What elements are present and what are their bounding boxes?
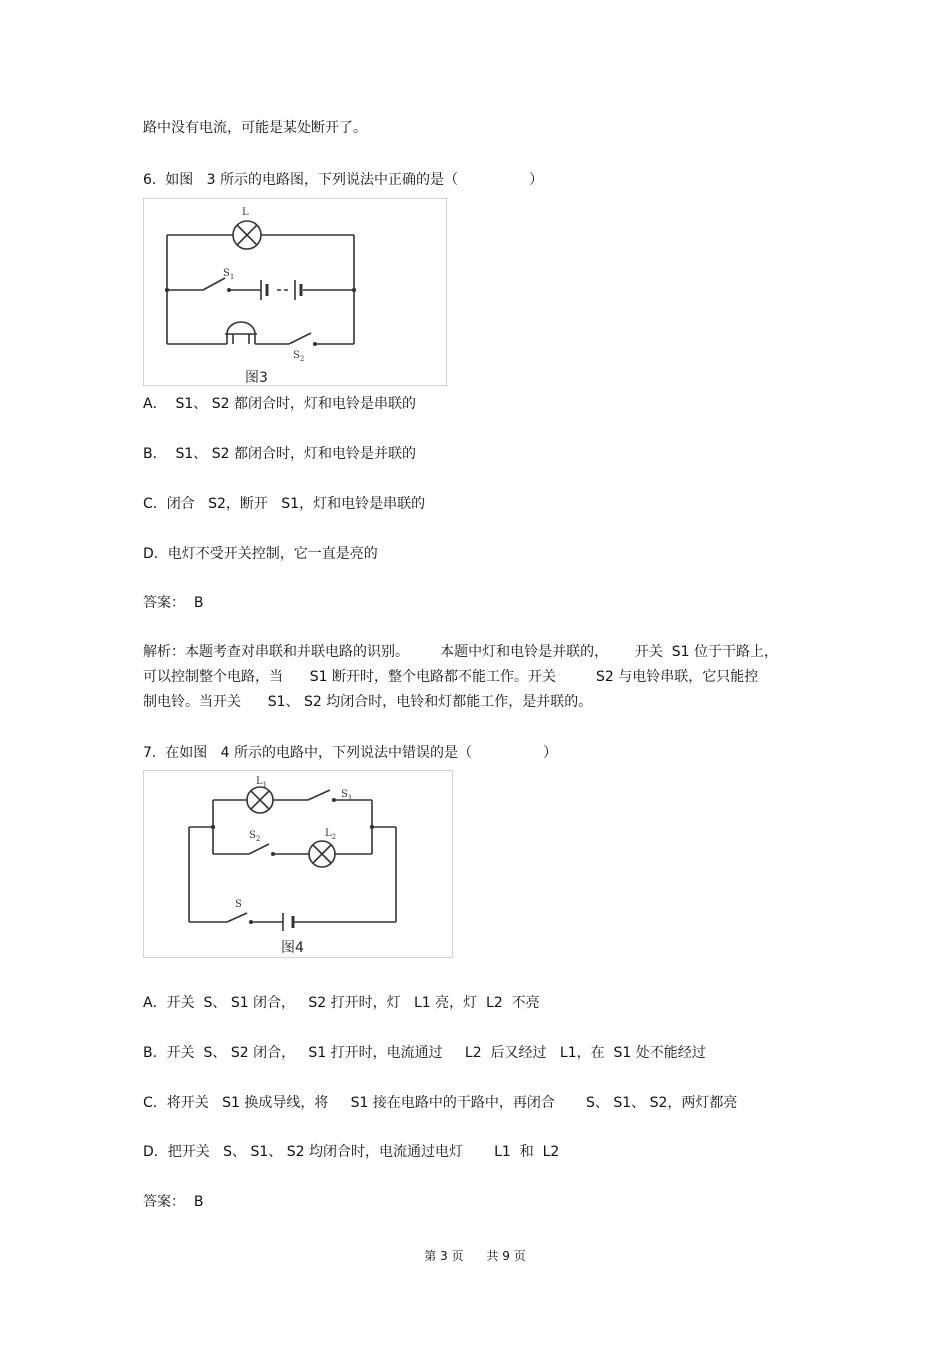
option-6C: C．闭合 S2，断开 S1，灯和电铃是串联的 [143,496,426,512]
question-7-stem: 7. 在如图 4 所示的电路中，下列说法中错误的是（ ） [143,745,558,761]
option-6A: A． S1、 S2 都闭合时，灯和电铃是串联的 [143,396,416,412]
figure-3-caption: 图3 [245,370,268,386]
label-L1: $L_1$ [256,776,268,789]
bell-symbol [225,322,257,344]
figure-4-caption: 图4 [281,940,304,956]
label-S: S [235,899,242,910]
lamp-L1-symbol [247,787,273,813]
option-7C: C．将开关 S1 换成导线，将 S1 接在电路中的干路中，再闭合 S、 S1、 S2，两灯都亮 [143,1095,738,1111]
label-L: L [242,207,249,218]
analysis-line-2: 可以控制整个电路，当 S1 断开时，整个电路都不能工作。开关 S2 与电铃串联，它只能控 [143,669,759,685]
option-7B: B．开关 S、 S2 闭合， S1 打开时，电流通过 L2 后又经过 L1，在 S1 处不能经过 [143,1045,706,1061]
option-6D: D．电灯不受开关控制，它一直是亮的 [143,546,378,562]
label-S1: $S_1$ [223,268,235,281]
label-L2: $L_2$ [325,828,337,841]
option-6B: B． S1、 S2 都闭合时，灯和电铃是并联的 [143,446,416,462]
battery-symbol [283,913,293,931]
label-S2: $S_2$ [249,830,261,843]
label-S1: $S_1$ [341,789,353,802]
figure-3-circuit [143,198,447,386]
label-S2: $S_2$ [293,350,305,363]
answer-6: 答案： B [143,595,204,611]
analysis-line-3: 制电铃。当开关 S1、 S2 均闭合时，电铃和灯都能工作，是并联的。 [143,694,593,710]
analysis-line-1: 解析：本题考查对串联和并联电路的识别。 本题中灯和电铃是并联的， 开关 S1 位于干路上， [143,644,778,660]
figure-4-circuit [143,770,453,958]
option-7D: D．把开关 S、 S1、 S2 均闭合时，电流通过电灯 L1 和 L2 [143,1144,560,1160]
text-line-1: 路中没有电流，可能是某处断开了。 [143,120,367,136]
lamp-L-symbol [233,221,261,249]
lamp-L2-symbol [309,841,335,867]
option-7A: A．开关 S、 S1 闭合， S2 打开时，灯 L1 亮，灯 L2 不亮 [143,995,540,1011]
page-footer: 第 3 页 共 9 页 [424,1249,526,1263]
answer-7: 答案： B [143,1194,204,1210]
question-6-stem: 6. 如图 3 所示的电路图，下列说法中正确的是（ ） [143,172,544,188]
